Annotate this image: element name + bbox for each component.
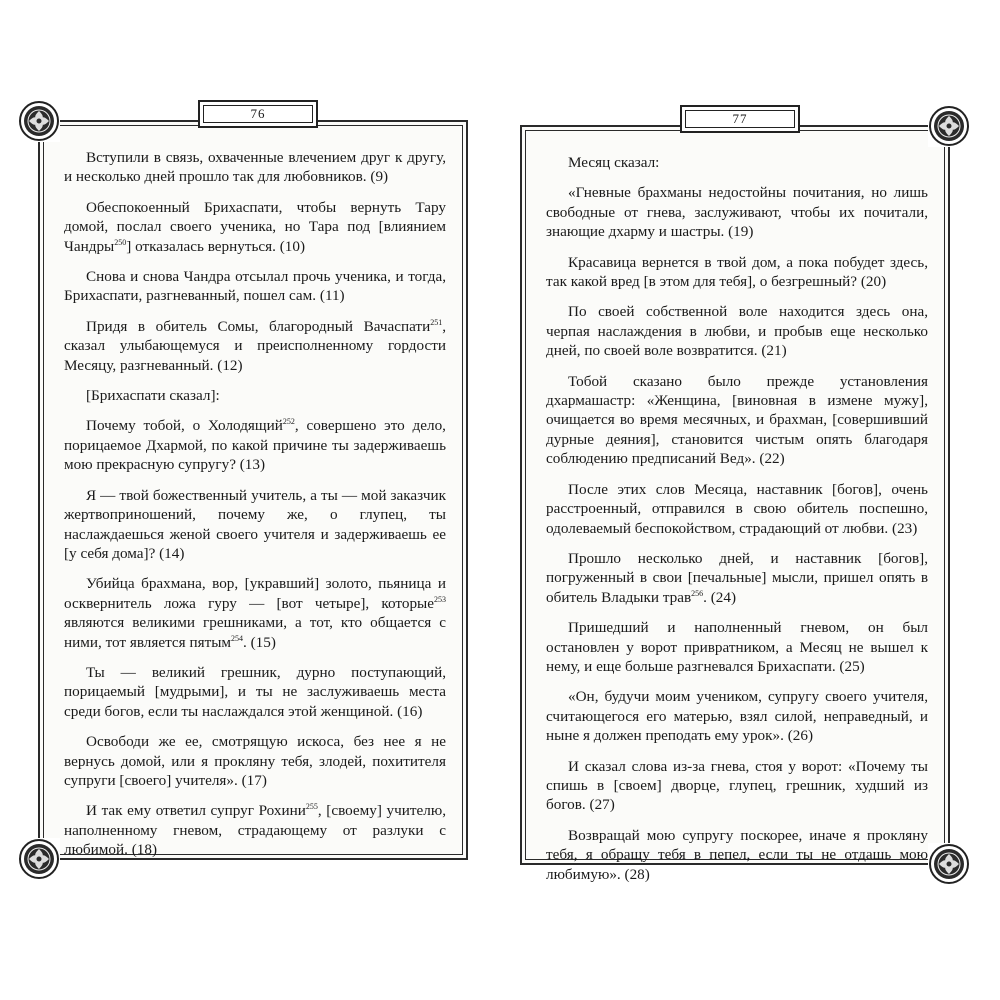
paragraph-text: , [своему] учителю, наполненному гневом, страдающему от разлуки с любимой. (18) <box>64 802 447 859</box>
paragraph-text: Вступили в связь, охваченные влечением друг к другу, и несколько дней прошло так для любовников. (9) <box>64 149 446 186</box>
paragraph-text: И так ему ответил супруг Рохини <box>86 802 306 820</box>
ornament-icon <box>18 100 60 142</box>
paragraph-text: [Брихаспати сказал]: <box>86 387 220 405</box>
paragraph <box>64 574 446 652</box>
paragraph-text: Придя в обитель Сомы, благородный Вачаспати <box>86 317 431 335</box>
paragraph <box>64 416 446 474</box>
paragraph-text: После этих слов Месяца, наставник [богов], очень расстроенный, отправился в свою обитель поспешно, одолеваемый беспокойством, страдающий от любви. (23) <box>546 480 928 537</box>
paragraph-text: И сказал слова из-за гнева, стоя у ворот: «Почему ты спишь в [своем] дворце, глупец, грешник, худший из богов. (27) <box>546 757 928 814</box>
right-page <box>520 111 950 883</box>
paragraph <box>546 687 928 745</box>
paragraph-text: Снова и снова Чандра отсылал прочь ученика, и тогда, Брихаспати, разгневанный, пошел сам. (11) <box>64 268 446 305</box>
paragraph <box>64 267 446 306</box>
paragraph <box>64 198 446 256</box>
footnote-ref: 253 <box>434 594 446 604</box>
paragraph-text: Обеспокоенный Брихаспати, чтобы вернуть Тару домой, послал своего ученика, но Тара под [влиянием Чандры <box>64 198 446 255</box>
paragraph-text: «Гневные брахманы недостойны почитания, но лишь свободные от гнева, заслуживают, чтобы их почитали, знающие дхарму и шастры. (19) <box>546 184 928 241</box>
ornament-icon <box>18 838 60 880</box>
paragraph-text: Убийца брахмана, вор, [укравший] золото, пьяница и осквернитель ложа гуру — [вот четыре], которые <box>64 575 446 612</box>
paragraph-text: Пришедший и наполненный гневом, он был остановлен у ворот привратником, а Месяц не вышел к нему, и еще больше разгневался Брихаспати. (25) <box>546 619 928 675</box>
paragraph-text: Прошло несколько дней, и наставник [богов], погруженный в свои [печальные] мысли, пришел опять в обитель Владыки трав <box>546 549 928 606</box>
paragraph <box>64 486 446 564</box>
paragraph <box>64 732 446 790</box>
ornament-icon <box>18 838 60 880</box>
page-text <box>64 148 446 871</box>
paragraph <box>546 302 928 360</box>
paragraph-text: По своей собственной воле находится здесь она, черпая наслаждения в любви, и пробыв еще несколько дней, по своей воле возвратится. (21) <box>546 303 928 360</box>
paragraph-text: . (24) <box>703 588 737 606</box>
page-number: 77 <box>732 111 748 126</box>
footnote-ref: 250 <box>114 237 127 247</box>
page-number: 76 <box>250 106 266 121</box>
paragraph-text: Возвращай мою супругу поскорее, иначе я прокляну тебя, я обращу тебя в пепел, если ты не отдашь мою любимую». (28) <box>546 826 928 883</box>
ornament-icon <box>928 105 970 147</box>
paragraph-text: . (15) <box>243 633 276 651</box>
paragraph <box>64 317 446 375</box>
paragraph-text: Месяц сказал: <box>568 154 660 171</box>
paragraph <box>64 801 446 859</box>
ornament-icon <box>928 843 970 885</box>
paragraph <box>64 148 446 187</box>
paragraph <box>64 386 446 405</box>
paragraph-text: Я — твой божественный учитель, а ты — мой заказчик жертвоприношений, почему же, о глупец, ты наслаждаешься женой своего учителя и задерживаешь ее [у себя дома]? (14) <box>64 486 446 562</box>
paragraph-text: Красавица вернется в твой дом, а пока побудет здесь, так какой вред [в этом для тебя], о безгрешный? (20) <box>546 253 928 291</box>
paragraph <box>546 183 928 241</box>
paragraph-text: , совершено это дело, порицаемое Дхармой, по какой причине ты задерживаешь мою прекрасную супругу? (13) <box>64 417 446 474</box>
paragraph-text: Почему тобой, о Холодящий <box>86 417 283 435</box>
footnote-ref: 252 <box>282 417 295 427</box>
footnote-ref: 251 <box>430 317 443 327</box>
ornament-icon <box>928 105 970 147</box>
footnote-ref: 254 <box>231 633 244 643</box>
paragraph-text: , сказал улыбающемуся и преисполненному гордости Месяцу, разгневанный. (12) <box>64 317 446 374</box>
left-page <box>38 106 468 860</box>
footnote-ref: 255 <box>305 802 318 812</box>
page-number-box <box>680 105 800 133</box>
paragraph <box>546 153 928 172</box>
footnote-ref: 256 <box>691 588 704 598</box>
page-number-box <box>198 100 318 128</box>
paragraph <box>546 480 928 538</box>
paragraph <box>546 757 928 815</box>
page-text <box>546 153 928 895</box>
ornament-icon <box>928 843 970 885</box>
paragraph <box>546 549 928 607</box>
paragraph <box>546 372 928 469</box>
paragraph <box>546 618 928 676</box>
paragraph-text: «Он, будучи моим учеником, супругу своего учителя, считающегося его матерью, взял силой, неправедный, и ныне я должен преподать ему урок». (26) <box>546 688 928 745</box>
ornament-icon <box>18 100 60 142</box>
paragraph <box>64 663 446 721</box>
paragraph <box>546 826 928 884</box>
paragraph <box>546 253 928 292</box>
paragraph-text: Освободи же ее, смотрящую искоса, без нее я не вернусь домой, или я прокляну тебя, злодей, похитителя супруги [своего] учителя». (17) <box>64 733 446 789</box>
paragraph-text: являются великими грешниками, а тот, кто общается с ними, тот является пятым <box>64 614 446 651</box>
paragraph-text: ] отказалась вернуться. (10) <box>126 237 306 255</box>
paragraph-text: Ты — великий грешник, дурно поступающий, порицаемый [мудрыми], и ты не заслуживаешь места среди богов, если ты наслаждался этой женщиной. (16) <box>64 663 446 720</box>
paragraph-text: Тобой сказано было прежде установления дхармашастр: «Женщина, [виновная в измене мужу], очищается во время месячных, и брахман, [совершивший дурные деяния], становится чистым опять благодаря соблюдению предписаний Вед». (22) <box>546 372 928 468</box>
